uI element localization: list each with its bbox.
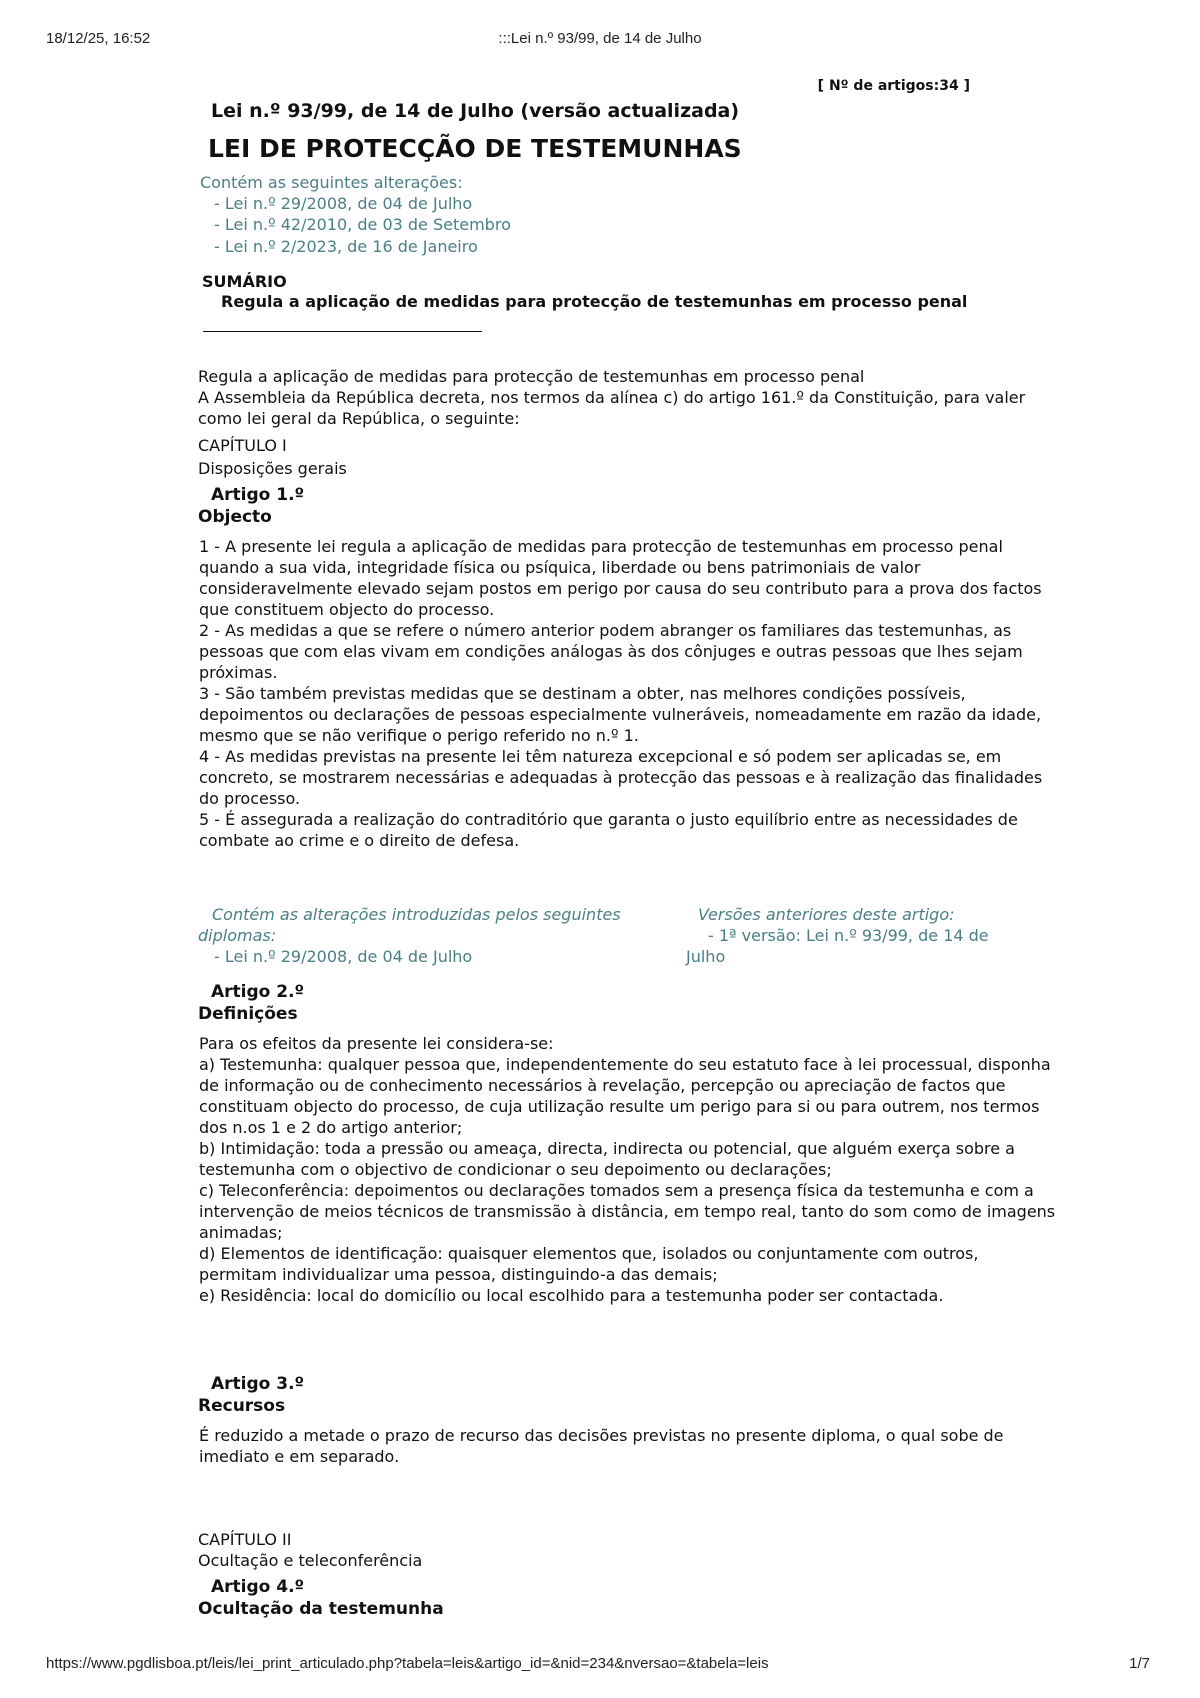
paragraph: 3 - São também previstas medidas que se destinam a obter, nas melhores condições possíveis, depoimentos ou declarações de pessoas especialmente vulneráveis, nomeadamente em razão da idade, mesmo que se não verifique o perigo referido no n.º 1. <box>199 684 1042 745</box>
article-body: É reduzido a metade o prazo de recurso das decisões previstas no presente diploma, o qual sobe de imediato e em separado. <box>199 1426 1004 1466</box>
changes-box <box>198 904 638 967</box>
chapter-number: CAPÍTULO II <box>198 1530 292 1549</box>
paragraph: 5 - É assegurada a realização do contraditório que garanta o justo equilíbrio entre as necessidades de combate ao crime e o direito de defesa. <box>199 810 1018 850</box>
amendment-link[interactable]: - Lei n.º 2/2023, de 16 de Janeiro <box>214 237 478 256</box>
intro-line: Regula a aplicação de medidas para protecção de testemunhas em processo penal <box>198 367 865 386</box>
amendments-heading: Contém as seguintes alterações: <box>200 173 463 192</box>
changes-link[interactable]: - Lei n.º 29/2008, de 04 de Julho <box>214 947 473 966</box>
versions-heading: Versões anteriores deste artigo: <box>698 905 955 924</box>
amendment-link[interactable]: - Lei n.º 42/2010, de 03 de Setembro <box>214 215 511 234</box>
print-page-number: 1/7 <box>1129 1655 1150 1672</box>
article-title: Definições <box>198 1004 298 1024</box>
page-title: LEI DE PROTECÇÃO DE TESTEMUNHAS <box>208 134 742 163</box>
article-body <box>199 536 1049 851</box>
print-page-title: :::Lei n.º 93/99, de 14 de Julho <box>498 30 702 47</box>
chapter-number: CAPÍTULO I <box>198 436 287 455</box>
intro-line: A Assembleia da República decreta, nos termos da alínea c) do artigo 161.º da Constituição, para valer como lei geral da República, o seguinte: <box>198 388 1026 428</box>
paragraph: Para os efeitos da presente lei considera-se: <box>199 1034 554 1053</box>
intro-text <box>198 366 1058 429</box>
versions-link[interactable]: - 1ª versão: Lei n.º 93/99, de 14 de Julho <box>686 926 989 966</box>
paragraph: e) Residência: local do domicílio ou local escolhido para a testemunha poder ser contactada. <box>199 1286 944 1305</box>
article-number: Artigo 1.º <box>211 485 305 505</box>
divider <box>203 331 482 332</box>
changes-heading: Contém as alterações introduzidas pelos seguintes diplomas: <box>198 905 621 945</box>
paragraph: 1 - A presente lei regula a aplicação de medidas para protecção de testemunhas em processo penal quando a sua vida, integridade física ou psíquica, liberdade ou bens patrimoniais de valor consideravelmente elevado sejam postos em perigo por causa do seu contributo para a prova dos factos que constituem objecto do processo. <box>199 537 1042 619</box>
chapter-name: Ocultação e teleconferência <box>198 1551 423 1570</box>
law-title: Lei n.º 93/99, de 14 de Julho (versão actualizada) <box>211 100 740 122</box>
print-datetime: 18/12/25, 16:52 <box>46 30 151 47</box>
article-count: [ Nº de artigos:34 ] <box>817 78 970 94</box>
paragraph: a) Testemunha: qualquer pessoa que, independentemente do seu estatuto face à lei processual, disponha de informação ou de conhecimento necessários à revelação, percepção ou apreciação de factos que constituam objecto do processo, de cuja utilização resulte um perigo para si ou para outrem, nos termos dos n.os 1 e 2 do artigo anterior; <box>199 1055 1051 1137</box>
article-title: Recursos <box>198 1396 286 1416</box>
paragraph: 4 - As medidas previstas na presente lei têm natureza excepcional e só podem ser aplicadas se, em concreto, se mostrarem necessárias e adequadas à protecção das pessoas e à realização das finalidades do processo. <box>199 747 1043 808</box>
article-body <box>199 1033 1059 1306</box>
article-number: Artigo 3.º <box>211 1374 305 1394</box>
paragraph: b) Intimidação: toda a pressão ou ameaça, directa, indirecta ou potencial, que alguém exerça sobre a testemunha com o objectivo de condicionar o seu depoimento ou declarações; <box>199 1139 1015 1179</box>
amendment-link[interactable]: - Lei n.º 29/2008, de 04 de Julho <box>214 194 473 213</box>
summary-text: Regula a aplicação de medidas para protecção de testemunhas em processo penal <box>221 292 968 311</box>
paragraph: 2 - As medidas a que se refere o número anterior podem abranger os familiares das testemunhas, as pessoas que com elas vivam em condições análogas às dos cônjuges e outras pessoas que lhes sejam próximas. <box>199 621 1023 682</box>
article-title: Objecto <box>198 507 272 527</box>
paragraph: c) Teleconferência: depoimentos ou declarações tomados sem a presença física da testemunha e com a intervenção de meios técnicos de transmissão à distância, em tempo real, tanto do som como de imagens animadas; <box>199 1181 1056 1242</box>
article-number: Artigo 4.º <box>211 1577 305 1597</box>
versions-box <box>686 904 1011 967</box>
article-number: Artigo 2.º <box>211 982 305 1002</box>
print-url: https://www.pgdlisboa.pt/leis/lei_print_articulado.php?tabela=leis&artigo_id=&nid=234&nversao=&tabela=leis <box>46 1655 769 1672</box>
summary-label: SUMÁRIO <box>202 272 287 291</box>
paragraph: d) Elementos de identificação: quaisquer elementos que, isolados ou conjuntamente com outros, permitam individualizar uma pessoa, distinguindo-a das demais; <box>199 1244 979 1284</box>
chapter-name: Disposições gerais <box>198 459 347 478</box>
article-title: Ocultação da testemunha <box>198 1599 444 1619</box>
